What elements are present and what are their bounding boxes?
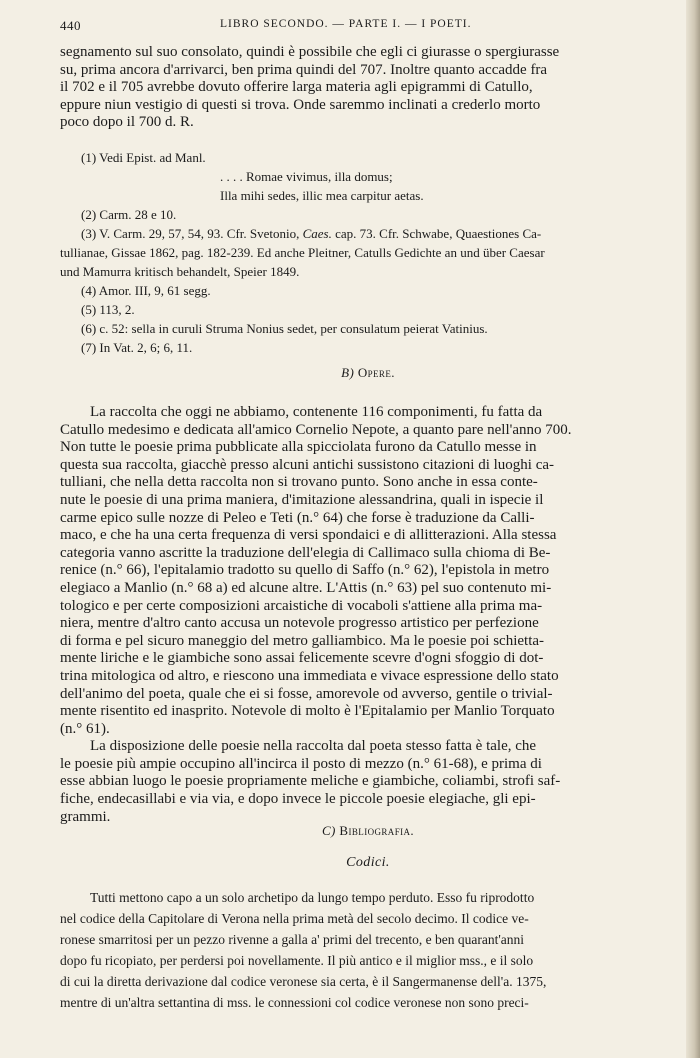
footnote-3-line-3: und Mamurra kritisch behandelt, Speier 1849. [60,264,300,279]
text-line: mente risentito ed inasprito. Notevole di molto è l'Epitalamio per Manlio Torquato [60,703,555,720]
text-line: tologico e per certe composizioni arcaistiche di vocaboli s'attiene alla prima ma- [60,597,543,614]
text-line: trina mitologica od altro, e riescono una immediata e vivace espressione dello stato [60,667,559,684]
text-line: maco, e che ha una certa frequenza di versi spondaici e di allitterazioni. Alla stessa [60,527,557,544]
page-header [60,18,676,38]
text-line: La raccolta che oggi ne abbiamo, contenente 116 componimenti, fu fatta da [90,404,543,420]
codici-heading: Codici. [346,855,390,870]
running-title: LIBRO SECONDO. — PARTE I. — I POETI. [220,18,472,30]
text-line: grammi. [60,808,111,825]
text-line: di cui la diretta derivazione dal codice veronese sia certa, è il Sangermanense dell'a. 1375, [60,974,547,989]
text-line: dell'animo del poeta, quale che ei si fosse, amorevole od avverso, gentile o trivial- [60,685,553,702]
text-line: su, prima ancora d'arrivarci, ben prima quindi del 707. Inoltre quanto accadde fra [60,61,548,78]
footnote-4: (4) Amor. III, 9, 61 segg. [81,283,211,298]
text-line: mentre di un'altra settantina di mss. le connessioni col codice veronese non sono preci- [60,995,529,1010]
text-line: Tutti mettono capo a un solo archetipo da lungo tempo perduto. Esso fu riprodotto [90,890,535,905]
codici-paragraph [60,887,676,1013]
footnote-2: (2) Carm. 28 e 10. [81,207,177,222]
text-line: il 702 e il 705 avrebbe dovuto offerire larga materia agli epigrammi di Catullo, [60,79,533,96]
section-c-letter: C) [321,823,336,838]
section-c-title: Bibliografia. [339,823,415,838]
footnote-1-verse-2: Illa mihi sedes, illic mea carpitur aetas. [220,188,424,203]
page-number: 440 [60,18,81,33]
footnote-3-text-b: cap. 73. Cfr. Schwabe, Quaestiones Ca- [335,226,542,241]
footnote-3-text: (3) V. Carm. 29, 57, 54, 93. Cfr. Svetonio, [81,226,300,241]
text-line: fiche, endecasillabi e via via, e dopo invece le piccole poesie elegiache, gli epi- [60,791,536,808]
section-c-heading [60,823,676,839]
footnote-3-caes: Caes. [302,226,332,241]
text-line: di forma e pel sicuro maneggio del metro galliambico. Ma le poesie poi schietta- [60,632,545,649]
text-line: nute le poesie di una prima maniera, d'imitazione alessandrina, quali in ispecie il [60,491,544,508]
footnote-6: (6) c. 52: sella in curuli Struma Nonius sedet, per consulatum peierat Vatinius. [81,321,488,336]
section-b-heading [60,365,676,381]
intro-paragraph [60,44,676,132]
section-b-title: Opere. [357,365,395,380]
text-line: questa sua raccolta, giacchè presso alcuni antichi sussistono citazioni di luoghi ca- [60,456,555,473]
footnote-3-line-1 [60,224,676,243]
text-line: La disposizione delle poesie nella raccolta dal poeta stesso fatta è tale, che [90,738,537,755]
text-line: ronese smarritosi per un pezzo rivenne a galla a' primi del trecento, e ben quarant'anni [60,932,525,947]
footnote-1: (1) Vedi Epist. ad Manl. [81,150,206,165]
footnotes [60,148,676,357]
footnote-7: (7) In Vat. 2, 6; 6, 11. [81,340,193,355]
text-line: Non tutte le poesie prima pubblicate alla spicciolata furono da Catullo messe in [60,439,537,456]
text-line: esse abbian luogo le poesie propriamente meliche e giambiche, coliambi, strofi saf- [60,773,561,790]
text-line: segnamento sul suo consolato, quindi è possibile che egli ci giurasse o spergiurasse [60,44,560,60]
text-line: carme epico sulle nozze di Peleo e Teti (n.° 64) che forse è traduzione da Calli- [60,509,535,526]
text-line: (n.° 61). [60,720,110,737]
text-line: tulliani, che nella detta raccolta non si trovano punto. Sono anche in essa conte- [60,474,538,491]
footnote-1-verse-1: . . . . Romae vivimus, illa domus; [220,169,393,184]
text-line: categoria vanno ascritte la traduzione dell'elegia di Callimaco sulla chioma di Be- [60,544,551,561]
footnote-3-line-2: tullianae, Gissae 1862, pag. 182-239. Ed anche Pleitner, Catulls Gedichte an und über Caesar [60,245,545,260]
text-line: poco dopo il 700 d. R. [60,114,194,131]
text-line: niera, mentre d'altro canto accusa un notevole progresso artistico per perfezione [60,615,539,632]
text-line: dopo fu ricopiato, per perdersi poi novellamente. Il più antico e il miglior mss., e il solo [60,953,534,968]
text-line: le poesie più ampie occupino all'incirca il posto di mezzo (n.° 61-68), e prima di [60,755,542,772]
page-edge [686,0,700,1058]
text-line: renice (n.° 66), l'epitalamio tradotto su quello di Saffo (n.° 62), l'epistola in metro [60,562,550,579]
text-line: eppure niun vestigio di questi si trova. Onde saremmo inclinati a crederlo morto [60,96,541,113]
text-line: mente liriche e le giambiche sono assai felicemente scevre d'ogni sfoggio di dot- [60,650,544,667]
section-b-letter: B) [341,365,355,380]
text-line: Catullo medesimo e dedicata all'amico Cornelio Nepote, a quanto pare nell'anno 700. [60,421,572,438]
footnote-5: (5) 113, 2. [81,302,135,317]
text-line: nel codice della Capitolare di Verona nella prima metà del secolo decimo. Il codice ve- [60,911,529,926]
opere-paragraph [60,404,676,826]
text-line: elegiaco a Manlio (n.° 68 a) ed alcune altre. L'Attis (n.° 63) pel suo contenuto mi- [60,579,552,596]
